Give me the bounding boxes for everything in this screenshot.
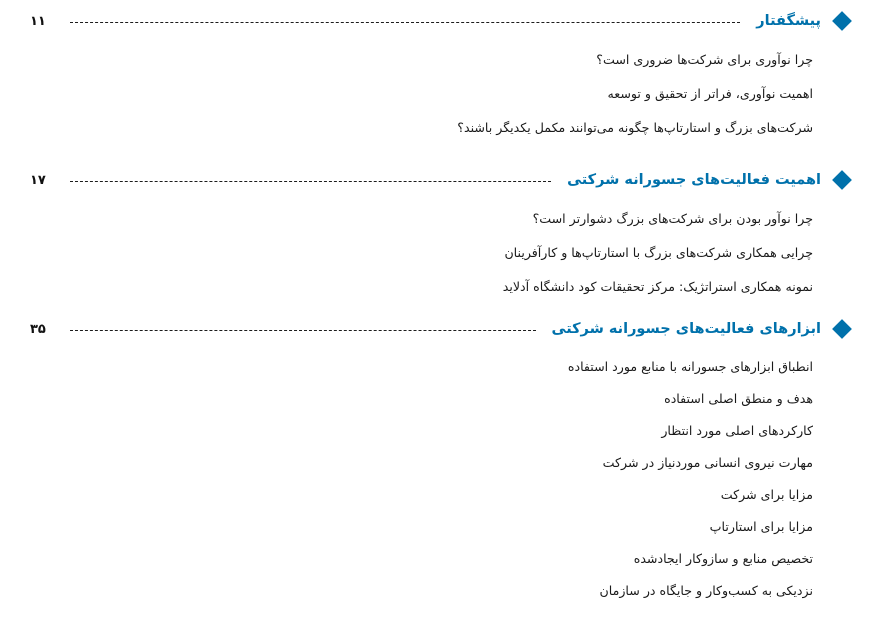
list-item[interactable]: مهارت نیروی انسانی موردنیاز در شرکت	[602, 455, 813, 470]
list-item[interactable]: مزایا برای شرکت	[720, 487, 813, 502]
list-item[interactable]: چرا نوآور بودن برای شرکت‌های بزرگ دشوارتر است؟	[532, 211, 813, 226]
toc-chapter-heading-2[interactable]	[30, 169, 853, 191]
toc-chapter-title-1: پیشگفتار	[756, 13, 821, 29]
toc-chapter-group-3	[30, 318, 853, 598]
list-item[interactable]: هدف و منطق اصلی استفاده	[664, 391, 813, 406]
toc-chapter-group-1	[30, 10, 853, 135]
list-item[interactable]: چرا نوآوری برای شرکت‌ها ضروری است؟	[596, 52, 813, 67]
toc-leader-line-1	[70, 21, 740, 23]
toc-subsection-list-2	[30, 211, 853, 294]
toc-chapter-heading-1[interactable]	[30, 10, 853, 32]
list-item[interactable]: تخصیص منابع و سازوکار ایجادشده	[633, 551, 813, 566]
toc-chapter-page-3: ۳۵	[30, 321, 46, 337]
list-item[interactable]: نزدیکی به کسب‌وکار و جایگاه در سازمان	[599, 583, 813, 598]
list-item[interactable]: نمونه همکاری استراتژیک: مرکز تحقیقات کود دانشگاه آدلاید	[502, 279, 813, 294]
list-item[interactable]: شرکت‌های بزرگ و استارتاپ‌ها چگونه می‌توانند مکمل یکدیگر باشند؟	[457, 120, 813, 135]
list-item[interactable]: چرایی همکاری شرکت‌های بزرگ با استارتاپ‌ها و کارآفرینان	[504, 245, 813, 260]
toc-chapter-heading-3[interactable]	[30, 318, 853, 340]
toc-subsection-list-3	[30, 359, 853, 598]
toc-chapter-page-2: ۱۷	[30, 172, 46, 188]
diamond-bullet-icon	[831, 10, 853, 32]
diamond-bullet-icon	[831, 169, 853, 191]
list-item[interactable]: کارکردهای اصلی مورد انتظار	[661, 423, 813, 438]
list-item[interactable]: اهمیت نوآوری، فراتر از تحقیق و توسعه	[607, 86, 813, 101]
list-item[interactable]: انطباق ابزارهای جسورانه با منابع مورد استفاده	[567, 359, 813, 374]
toc-chapter-page-1: ۱۱	[30, 13, 46, 29]
toc-leader-line-2	[70, 180, 551, 182]
toc-subsection-list-1	[30, 52, 853, 135]
list-item[interactable]: مزایا برای استارتاپ	[709, 519, 813, 534]
toc-chapter-group-2	[30, 169, 853, 294]
toc-chapter-title-3: ابزارهای فعالیت‌های جسورانه شرکتی	[551, 321, 821, 337]
toc-chapter-title-2: اهمیت فعالیت‌های جسورانه شرکتی	[567, 172, 821, 188]
diamond-bullet-icon	[831, 318, 853, 340]
toc-leader-line-3	[70, 329, 536, 331]
